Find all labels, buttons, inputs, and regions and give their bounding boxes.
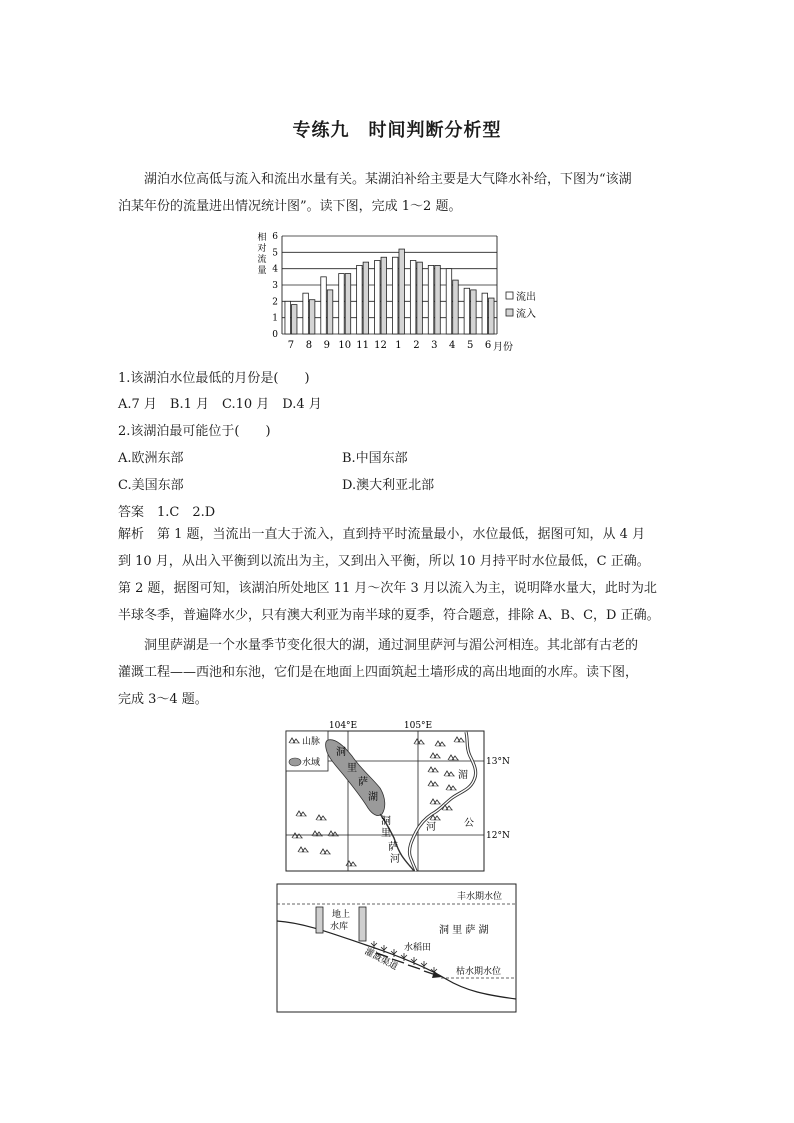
intro2-line2: 灌溉工程——西池和东池，它们是在地面上四面筑起土墙形成的高出地面的水库。读下图， — [118, 665, 639, 680]
mekong-char-top: 湄 — [458, 770, 468, 781]
analysis-line-1: 解析 第 1 题，当流出一直大于流入，直到持平时流量最小，水位最低，据图可知，从 4 月 — [118, 527, 646, 542]
legend-mountain-label: 山脉 — [302, 737, 321, 747]
x-tick-8: 8 — [305, 340, 313, 351]
x-tick-6: 6 — [484, 340, 492, 351]
lake-char-1: 洞 — [336, 747, 346, 758]
mekong-river — [409, 732, 475, 871]
y-tick-2: 2 — [272, 297, 278, 308]
canal-label: 灌溉渠道 — [362, 946, 400, 973]
bar-outflow-12 — [375, 261, 381, 335]
bar-inflow-6 — [489, 298, 495, 334]
intro2-line1: 洞里萨湖是一个水量季节变化很大的湖，通过洞里萨河与湄公河相连。其北部有古老的 — [144, 638, 639, 653]
reservoir-label-2: 水库 — [330, 922, 349, 932]
rice-field-label: 水稻田 — [404, 943, 432, 953]
y-tick-5: 5 — [272, 248, 278, 259]
intro1-line1: 湖泊水位高低与流入和流出水量有关。某湖泊补给主要是大气降水补给，下图为“该湖 — [144, 172, 632, 187]
mekong-char-gong: 公 — [464, 818, 474, 829]
question-2-stem: 2.该湖泊最可能位于( ) — [118, 424, 271, 439]
intro-paragraph-2 — [118, 632, 678, 713]
x-tick-5: 5 — [466, 340, 474, 351]
chart-ylabel-2: 对 — [257, 244, 267, 254]
river-char-3: 萨 — [388, 842, 398, 853]
bar-inflow-12 — [381, 257, 387, 334]
bar-outflow-6 — [482, 293, 488, 334]
bar-inflow-2 — [417, 262, 423, 334]
y-tick-3: 3 — [272, 281, 278, 291]
bar-outflow-8 — [303, 293, 309, 334]
question-2-option-d: D.澳大利亚北部 — [342, 478, 435, 493]
legend-water-icon — [289, 758, 301, 766]
bar-inflow-5 — [471, 290, 477, 334]
profile-lake-label: 洞 里 萨 湖 — [439, 925, 489, 936]
chart-x-unit: 月份 — [493, 342, 513, 353]
map-lat-12: 12°N — [486, 831, 510, 841]
legend-water-label: 水域 — [302, 758, 321, 768]
legend-outflow-label: 流出 — [516, 292, 536, 303]
dry-level-label: 枯水期水位 — [456, 967, 502, 977]
intro1-line2: 泊某年份的流量进出情况统计图”。读下图，完成 1～2 题。 — [118, 199, 462, 214]
chart-legend — [506, 290, 536, 320]
bar-outflow-4 — [446, 269, 452, 334]
y-tick-4: 4 — [272, 264, 278, 275]
answer-line: 答案 1.C 2.D — [118, 505, 216, 520]
reservoir-wall-right — [359, 907, 366, 941]
legend-inflow-label: 流入 — [516, 309, 536, 320]
bar-outflow-7 — [285, 301, 291, 334]
profile-diagram — [276, 883, 518, 1013]
question-2-option-c: C.美国东部 — [118, 478, 184, 493]
chart-ylabel-1: 相 — [257, 233, 267, 243]
reservoir-wall-left — [316, 907, 323, 933]
bar-inflow-4 — [453, 280, 459, 334]
x-tick-3: 3 — [431, 340, 438, 351]
bar-outflow-10 — [339, 274, 345, 334]
y-tick-0: 0 — [272, 330, 278, 340]
bar-outflow-3 — [428, 265, 434, 334]
bar-outflow-5 — [464, 288, 470, 334]
question-2-option-a: A.欧洲东部 — [118, 451, 184, 466]
y-tick-6: 6 — [272, 232, 278, 242]
legend-inflow-swatch — [506, 309, 513, 316]
chart-ylabel-3: 流 — [257, 255, 267, 265]
river-char-4: 河 — [390, 854, 400, 865]
bar-outflow-9 — [321, 277, 327, 334]
bar-inflow-7 — [291, 305, 297, 334]
analysis-paragraph — [118, 521, 678, 629]
lake-char-2: 里 — [347, 763, 357, 774]
x-tick-1: 1 — [395, 340, 402, 351]
lake-char-4: 湖 — [368, 792, 378, 803]
intro2-line3: 完成 3～4 题。 — [118, 692, 208, 707]
y-tick-1: 1 — [272, 313, 278, 324]
analysis-line-2: 到 10 月，从出入平衡到以流出为主，又到出入平衡，所以 10 月持平时水位最低，C 正确。 — [118, 554, 650, 569]
bar-inflow-3 — [435, 265, 441, 334]
river-char-2: 里 — [381, 828, 391, 839]
question-2-option-b: B.中国东部 — [342, 451, 408, 466]
bar-inflow-10 — [345, 274, 351, 334]
bar-inflow-11 — [363, 262, 369, 334]
x-tick-11: 11 — [356, 340, 369, 351]
tonle-sap-map — [280, 718, 520, 873]
river-char-1: 洞 — [381, 816, 391, 827]
bar-outflow-1 — [392, 257, 398, 334]
mekong-char-he: 河 — [426, 822, 436, 833]
chart-ylabel-4: 量 — [257, 266, 267, 276]
lake-shape — [326, 740, 385, 816]
flow-chart — [250, 226, 550, 356]
intro-paragraph-1 — [118, 166, 678, 220]
question-1-stem: 1.该湖泊水位最低的月份是( ) — [118, 371, 310, 386]
x-tick-9: 9 — [323, 340, 330, 351]
reservoir-label-1: 地上 — [332, 910, 351, 920]
x-tick-10: 10 — [338, 340, 352, 351]
x-tick-7: 7 — [287, 340, 295, 351]
bar-inflow-1 — [399, 249, 405, 334]
question-1-options: A.7 月 B.1 月 C.10 月 D.4 月 — [118, 397, 322, 412]
analysis-line-3: 第 2 题，据图可知，该湖泊所处地区 11 月～次年 3 月以流入为主，说明降水量大，此时为北 — [118, 581, 657, 596]
bar-inflow-9 — [327, 290, 333, 334]
legend-outflow-swatch — [506, 292, 513, 299]
bar-outflow-2 — [410, 261, 416, 335]
flood-level-label: 丰水期水位 — [457, 892, 503, 902]
map-lat-13: 13°N — [486, 757, 510, 767]
lake-char-3: 萨 — [358, 777, 368, 788]
x-tick-4: 4 — [449, 340, 456, 351]
x-tick-12: 12 — [374, 340, 387, 351]
map-lon-104: 104°E — [328, 721, 358, 731]
bar-inflow-8 — [309, 300, 315, 334]
bar-outflow-11 — [357, 265, 363, 334]
analysis-line-4: 半球冬季，普遍降水少，只有澳大利亚为南半球的夏季，符合题意，排除 A、B、C，D 正确。 — [118, 608, 660, 623]
map-lon-105: 105°E — [403, 721, 433, 731]
page-title: 专练九 时间判断分析型 — [292, 120, 502, 141]
x-tick-2: 2 — [413, 340, 420, 351]
